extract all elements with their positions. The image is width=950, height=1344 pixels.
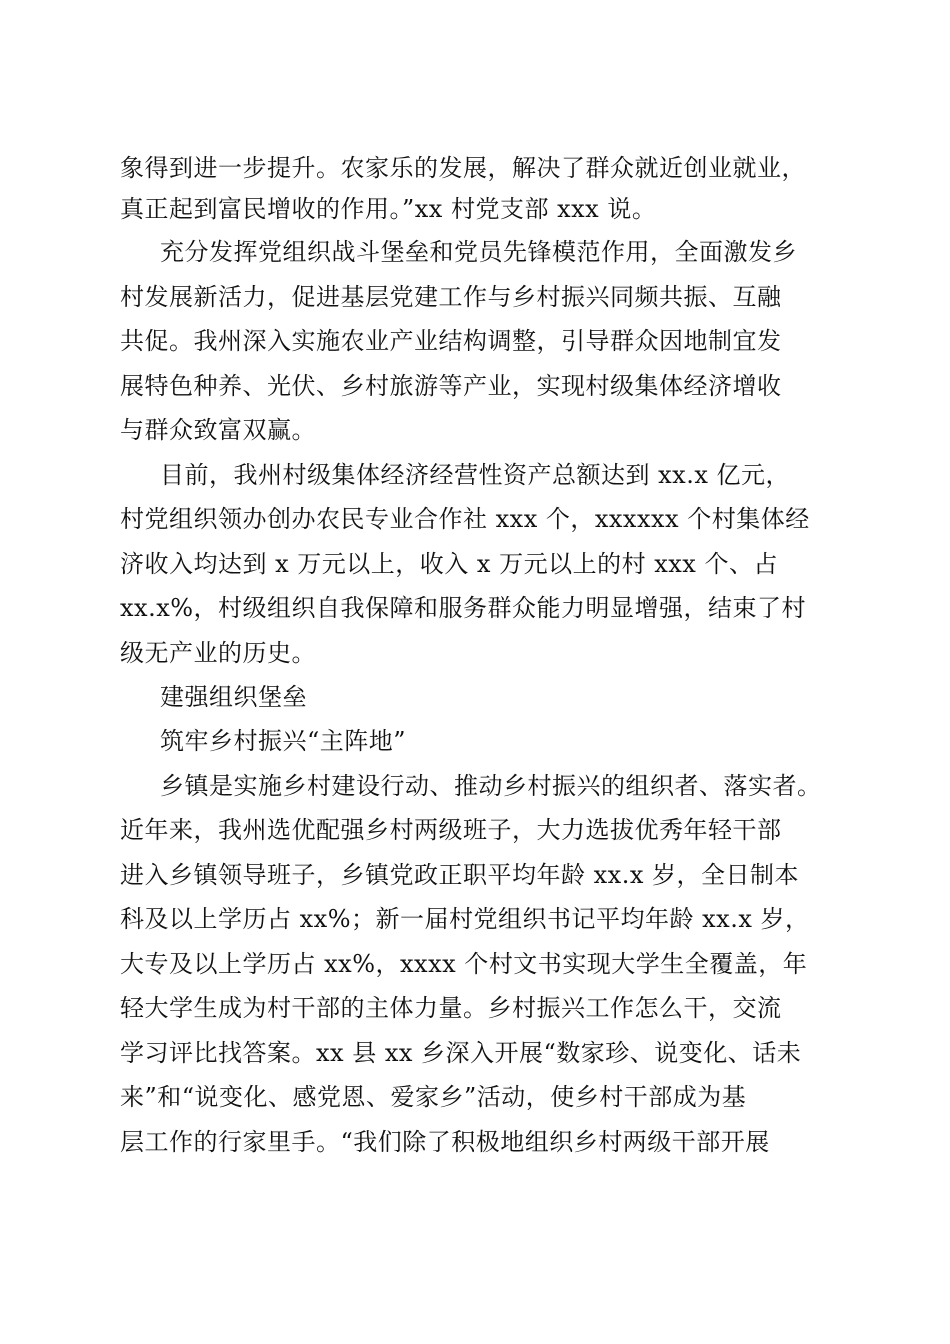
paragraph-start: 目前，我州村级集体经济经营性资产总额达到 xx.x 亿元， [160,461,790,489]
text-line: 共促。我州深入实施农业产业结构调整，引导群众因地制宜发 [120,327,782,355]
text-line: 村发展新活力，促进基层党建工作与乡村振兴同频共振、互融 [120,283,782,311]
text-line: 展特色种养、光伏、乡村旅游等产业，实现村级集体经济增收 [120,372,782,400]
text-line: 真正起到富民增收的作用。”xx 村党支部 xxx 说。 [120,195,657,223]
paragraph-start: 充分发挥党组织战斗堡垒和党员先锋模范作用，全面激发乡 [160,238,797,266]
text-line: 轻大学生成为村干部的主体力量。乡村振兴工作怎么干，交流 [120,994,782,1022]
text-line: 大专及以上学历占 xx%，xxxx 个村文书实现大学生全覆盖，年 [120,950,808,978]
text-line: 层工作的行家里手。“我们除了积极地组织乡村两级干部开展 [120,1128,770,1156]
text-line: 来”和“说变化、感党恩、爱家乡”活动，使乡村干部成为基 [120,1083,747,1111]
text-line: 进入乡镇领导班子，乡镇党政正职平均年龄 xx.x 岁，全日制本 [120,861,799,889]
text-line: 济收入均达到 x 万元以上，收入 x 万元以上的村 xxx 个、占 [120,550,778,578]
text-line: 与群众致富双赢。 [120,416,316,444]
text-line: 科及以上学历占 xx%；新一届村党组织书记平均年龄 xx.x 岁， [120,905,810,933]
text-line: 学习评比找答案。xx 县 xx 乡深入开展“数家珍、说变化、话未 [120,1039,802,1067]
text-line: 象得到进一步提升。农家乐的发展，解决了群众就近创业就业， [120,154,806,182]
text-line: xx.x%，村级组织自我保障和服务群众能力明显增强，结束了村 [120,594,807,622]
text-line: 村党组织领办创办农民专业合作社 xxx 个，xxxxxx 个村集体经 [120,505,810,533]
section-subheading: 筑牢乡村振兴“主阵地” [160,727,407,755]
section-heading: 建强组织堡垒 [160,683,307,711]
text-line: 级无产业的历史。 [120,639,316,667]
text-line: 近年来，我州选优配强乡村两级班子，大力选拔优秀年轻干部 [120,816,782,844]
paragraph-start: 乡镇是实施乡村建设行动、推动乡村振兴的组织者、落实者。 [160,772,822,800]
